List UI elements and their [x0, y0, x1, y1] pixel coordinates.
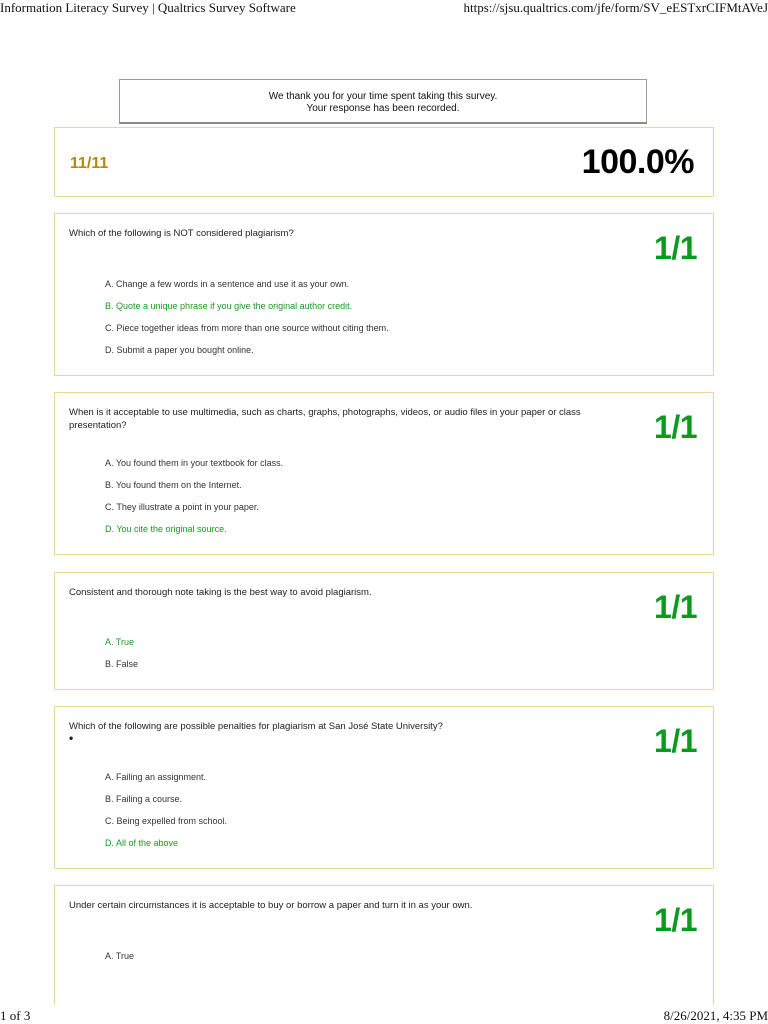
choice-list [105, 951, 134, 973]
question-score: 1/1 [654, 409, 697, 445]
thank-you-line: We thank you for your time spent taking this survey. [268, 91, 498, 102]
choice-item: B. Failing a course. [105, 794, 183, 804]
choice-item: A. True [105, 951, 135, 961]
page-number: 1 of 3 [0, 1008, 31, 1023]
choice-item: B. You found them on the Internet. [105, 480, 242, 490]
question-score: 1/1 [654, 230, 697, 266]
choice-item: D. Submit a paper you bought online. [105, 345, 254, 355]
question-score: 1/1 [654, 723, 697, 759]
choice-item: B. False [105, 659, 139, 669]
score-summary-card [54, 127, 714, 197]
response-recorded-line: Your response has been recorded. [306, 103, 460, 114]
choice-item: D. You cite the original source. [105, 524, 227, 534]
choice-item: A. True [105, 637, 135, 647]
score-percent: 100.0% [581, 143, 694, 181]
bullet-mark: • [69, 730, 74, 745]
choice-list [105, 458, 283, 546]
question-text [69, 721, 639, 745]
question-text: Which of the following is NOT considered plagiarism? [69, 228, 294, 239]
question-text-line: Which of the following are possible penalties for plagiarism at San José State University? [69, 721, 443, 732]
page-url: https://sjsu.qualtrics.com/jfe/form/SV_eESTxrCIFMtAVeJ [463, 0, 768, 15]
question-score: 1/1 [654, 589, 697, 625]
choice-list [105, 772, 227, 860]
question-text: Consistent and thorough note taking is the best way to avoid plagiarism. [69, 587, 372, 598]
page-title: Information Literacy Survey | Qualtrics Survey Software [0, 0, 296, 15]
thank-you-message [119, 79, 647, 124]
choice-item: A. You found them in your textbook for class. [105, 458, 284, 468]
choice-list [105, 279, 389, 367]
score-count: 11/11 [70, 155, 109, 172]
choice-list [105, 637, 138, 681]
question-card [54, 572, 714, 690]
question-card [54, 885, 714, 1005]
choice-item: D. All of the above [105, 838, 179, 848]
question-card [54, 392, 714, 555]
question-text: When is it acceptable to use multimedia, such as charts, graphs, photographs, videos, or audio files in your paper or class presentation? [69, 407, 581, 431]
choice-item: C. Being expelled from school. [105, 816, 228, 826]
question-text: Under certain circumstances it is acceptable to buy or borrow a paper and turn it in as your own. [69, 900, 473, 911]
question-card [54, 213, 714, 376]
choice-item: A. Change a few words in a sentence and use it as your own. [105, 279, 350, 289]
print-datetime: 8/26/2021, 4:35 PM [663, 1008, 768, 1023]
choice-item: C. They illustrate a point in your paper. [105, 502, 259, 512]
question-score: 1/1 [654, 902, 697, 938]
choice-item: B. Quote a unique phrase if you give the original author credit. [105, 301, 353, 311]
choice-item: C. Piece together ideas from more than one source without citing them. [105, 323, 389, 333]
print-footer [0, 1008, 768, 1024]
choice-item: A. Failing an assignment. [105, 772, 207, 782]
question-card [54, 706, 714, 869]
print-header [0, 0, 768, 18]
